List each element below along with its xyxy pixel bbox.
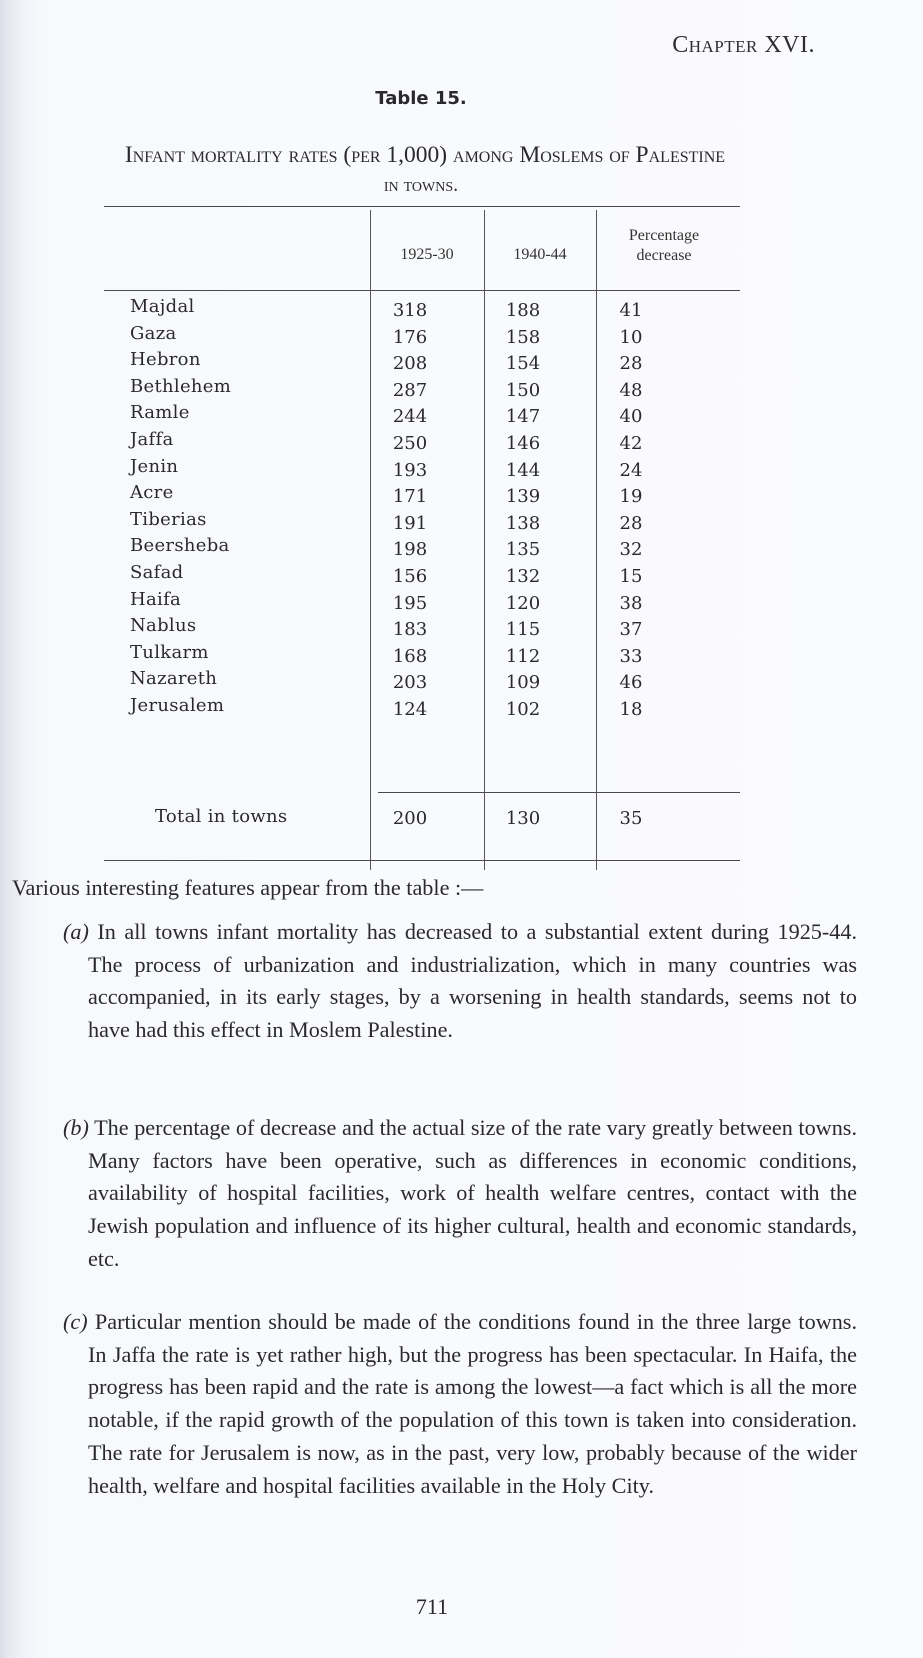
rate-1925-30: 203: [392, 672, 428, 694]
town-name: Bethlehem: [130, 375, 232, 397]
percentage-decrease: 32: [619, 539, 643, 561]
rate-1925-30: 168: [392, 645, 428, 667]
percentage-decrease: 38: [619, 592, 643, 614]
percentage-decrease: 37: [619, 619, 643, 641]
rate-1940-44: 112: [505, 645, 541, 667]
paragraph-label: (a): [63, 919, 89, 944]
percentage-decrease: 33: [619, 645, 643, 667]
town-name: Gaza: [130, 322, 177, 344]
table-top-rule: [104, 206, 740, 207]
column-header: 1925-30: [400, 246, 454, 263]
rate-1940-44: 120: [505, 592, 541, 614]
town-name: Haifa: [130, 588, 182, 610]
rate-1925-30: 195: [392, 592, 428, 614]
rate-1940-44: 139: [505, 486, 541, 508]
town-name: Jenin: [130, 455, 179, 477]
town-name: Nazareth: [130, 668, 218, 690]
rate-1925-30: 193: [392, 459, 428, 481]
town-name: Majdal: [130, 296, 195, 317]
page-number: 711: [415, 1594, 449, 1619]
percentage-decrease: 48: [619, 379, 643, 401]
town-name: Jerusalem: [130, 695, 225, 716]
rate-1925-30: 250: [392, 433, 428, 454]
town-name: Hebron: [130, 349, 201, 371]
paragraph-b: [63, 1112, 857, 1276]
town-name: Safad: [130, 562, 184, 583]
rate-1925-30: 176: [392, 326, 428, 348]
percentage-decrease: 40: [619, 406, 643, 428]
rate-1940-44: 158: [505, 326, 541, 348]
rate-1925-30: 244: [392, 406, 428, 428]
rate-1940-44: 109: [505, 672, 541, 694]
rate-1925-30: 191: [392, 512, 428, 534]
percentage-decrease: 18: [619, 699, 643, 720]
rate-1940-44: 146: [505, 433, 541, 454]
paragraph-a: [63, 916, 857, 1047]
column-header: Percentage decrease: [628, 227, 700, 264]
rate-1925-30: 156: [392, 566, 428, 587]
table-subtitle: in towns.: [383, 174, 459, 196]
percentage-decrease: 46: [619, 672, 643, 694]
total-1925-30: 200: [392, 808, 428, 829]
total-rule: [378, 792, 740, 793]
intro-text: Various interesting features appear from the table :—: [12, 875, 484, 900]
rate-1940-44: 135: [505, 539, 541, 561]
percentage-decrease: 28: [619, 512, 643, 534]
town-name: Beersheba: [130, 535, 230, 557]
total-label: Total in towns: [155, 806, 288, 827]
rate-1940-44: 144: [505, 459, 541, 481]
town-name: Nablus: [130, 615, 197, 637]
paragraph-label: (c): [63, 1309, 88, 1334]
percentage-decrease: 24: [619, 459, 643, 481]
total-decrease: 35: [619, 808, 643, 829]
rate-1925-30: 287: [392, 379, 428, 401]
rate-1925-30: 318: [392, 300, 428, 321]
rate-1940-44: 154: [505, 353, 541, 375]
town-name: Tulkarm: [130, 641, 209, 663]
paragraph-text: Particular mention should be made of the conditions found in the three large towns. In Jaffa the rate is yet rather high, but the progress has been spectacular. In Haifa, the progress has been rapid and the rate is among the lowest—a fact which is all the more notable, if the rapid growth of the population of this town is taken into consideration. The rate for Jerusalem is now, as in the past, very low, probably because of the wider health, welfare and hospital facilities available in the Holy City.: [88, 1309, 857, 1498]
rate-1925-30: 171: [392, 486, 428, 508]
rate-1925-30: 124: [392, 699, 428, 720]
paragraph-c: [63, 1306, 857, 1502]
table-header-rule: [104, 290, 740, 291]
paragraph-text: The percentage of decrease and the actual size of the rate vary greatly between towns. Many factors have been operative, such as differences in economic conditions, availability of hospital facilities, work of health welfare centres, contact with the Jewish population and influence of its higher cultural, health and economic standards, etc.: [88, 1115, 857, 1271]
rate-1925-30: 183: [392, 619, 428, 641]
percentage-decrease: 15: [619, 566, 643, 587]
town-name: Acre: [130, 482, 174, 504]
rate-1940-44: 115: [505, 619, 541, 641]
paragraph-text: In all towns infant mortality has decreased to a substantial extent during 1925-44. The process of urbanization and industrialization, which in many countries was accompanied, in its early stages, by a worsening in health standards, seems not to have had this effect in Moslem Palestine.: [88, 919, 857, 1043]
total-1940-44: 130: [505, 808, 541, 829]
column-header: 1940-44: [513, 246, 567, 263]
paragraph-label: (b): [63, 1115, 89, 1140]
percentage-decrease: 19: [619, 486, 643, 508]
rate-1940-44: 132: [505, 566, 541, 587]
rate-1925-30: 198: [392, 539, 428, 561]
rate-1940-44: 102: [505, 699, 541, 720]
rate-1940-44: 138: [505, 512, 541, 534]
rate-1940-44: 147: [505, 406, 541, 428]
town-name: Tiberias: [130, 508, 207, 530]
percentage-decrease: 42: [619, 433, 643, 454]
percentage-decrease: 28: [619, 353, 643, 375]
table-bottom-rule: [104, 860, 740, 861]
rate-1925-30: 208: [392, 353, 428, 375]
table-number: Table 15.: [375, 88, 467, 109]
percentage-decrease: 10: [619, 326, 643, 348]
rate-1940-44: 150: [505, 379, 541, 401]
rate-1940-44: 188: [505, 300, 541, 321]
town-name: Jaffa: [130, 429, 174, 450]
chapter-heading: Chapter XVI.: [672, 32, 815, 58]
percentage-decrease: 41: [619, 300, 643, 321]
table-title: Infant mortality rates (per 1,000) among Moslems of Palestine: [124, 142, 726, 168]
town-name: Ramle: [130, 402, 190, 424]
